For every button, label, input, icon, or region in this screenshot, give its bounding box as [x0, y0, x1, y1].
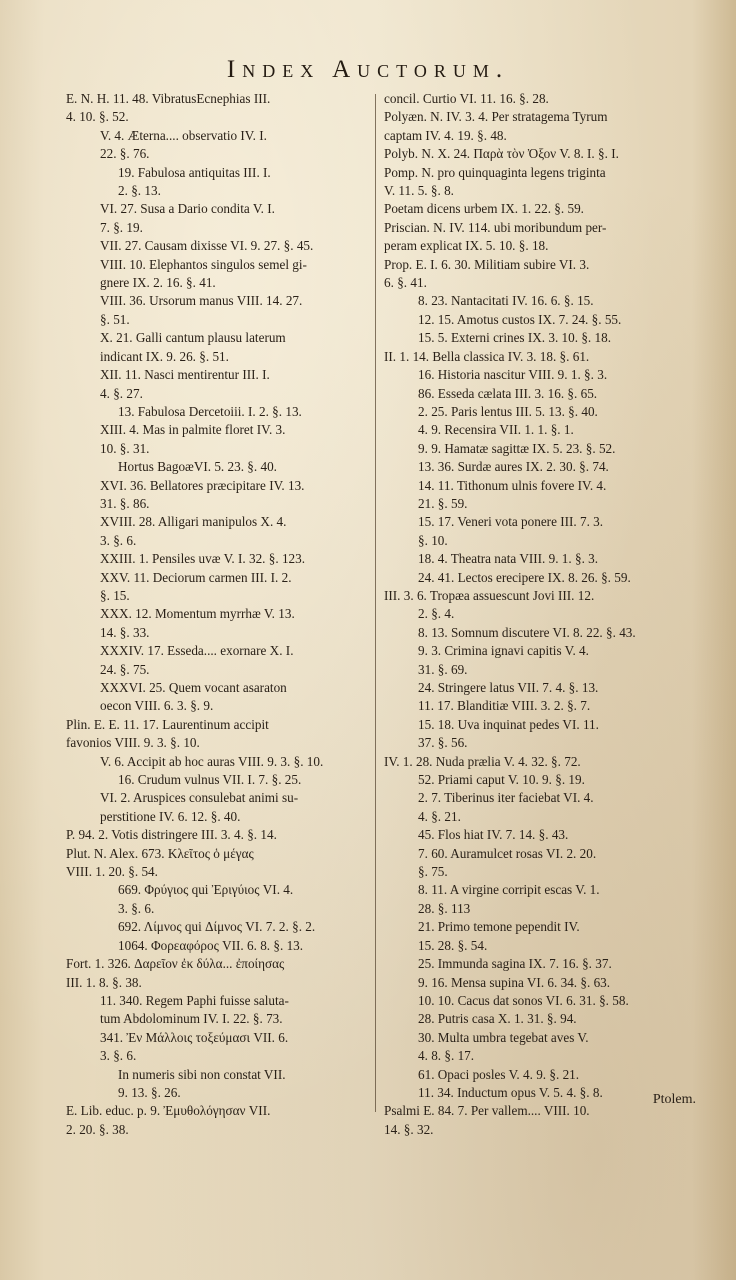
- index-entry: 4. §. 27.: [100, 385, 143, 401]
- index-entry: 2. 25. Paris lentus III. 5. 13. §. 40.: [418, 403, 598, 419]
- index-entry: 12. 15. Amotus custos IX. 7. 24. §. 55.: [418, 311, 622, 327]
- index-entry: 21. Primo temone pependit IV.: [418, 919, 580, 935]
- index-entry: 2. §. 13.: [118, 183, 161, 199]
- index-entry: 28. §. 113: [418, 900, 471, 916]
- index-entry: 14. §. 33.: [100, 624, 150, 640]
- index-entry: §. 10.: [418, 532, 448, 548]
- index-entry: 25. Immunda sagina IX. 7. 16. §. 37.: [418, 956, 612, 972]
- index-entry: 4. 10. §. 52.: [66, 109, 129, 125]
- index-entry: 19. Fabulosa antiquitas III. I.: [118, 164, 271, 180]
- index-entry: V. 4. Æterna.... observatio IV. I.: [100, 127, 267, 143]
- index-entry: Fort. 1. 326. Δαρεῖον ἐκ δύλα... ἐποίησας: [66, 956, 285, 972]
- index-entry: 13. Fabulosa Dercetoiii. I. 2. §. 13.: [118, 403, 302, 419]
- index-entry: V. 11. 5. §. 8.: [384, 183, 454, 199]
- index-entry: perstitione IV. 6. 12. §. 40.: [100, 808, 241, 824]
- column-divider: [375, 94, 376, 1112]
- index-entry: Polyæn. N. IV. 3. 4. Per stratagema Tyrum: [384, 109, 608, 125]
- index-entry: 1064. Φορεαφόρος VII. 6. 8. §. 13.: [118, 937, 304, 953]
- index-entry: oecon VIII. 6. 3. §. 9.: [100, 698, 214, 714]
- index-entry: 31. §. 86.: [100, 495, 150, 511]
- index-entry: 4. 8. §. 17.: [418, 1048, 475, 1064]
- left-column: [66, 90, 372, 1139]
- index-entry: Priscian. N. IV. 114. ubi moribundum per-: [384, 219, 607, 235]
- index-entry: 13. 36. Surdæ aures IX. 2. 30. §. 74.: [418, 459, 609, 475]
- index-entry: II. 1. 14. Bella classica IV. 3. 18. §. 61.: [384, 348, 590, 364]
- index-entry: 15. 17. Veneri vota ponere III. 7. 3.: [418, 514, 604, 530]
- index-entry: 15. 28. §. 54.: [418, 937, 488, 953]
- index-entry: X. 21. Galli cantum plausu laterum: [100, 330, 286, 346]
- index-entry: XVIII. 28. Alligari manipulos X. 4.: [100, 514, 287, 530]
- index-entry: tum Abdolominum IV. I. 22. §. 73.: [100, 1011, 283, 1027]
- index-entry: 3. §. 6.: [100, 532, 137, 548]
- index-entry: 2. 7. Tiberinus iter faciebat VI. 4.: [418, 790, 594, 806]
- index-entry: 15. 5. Externi crines IX. 3. 10. §. 18.: [418, 330, 612, 346]
- index-entry: XIII. 4. Mas in palmite floret IV. 3.: [100, 422, 286, 438]
- index-entry: 11. 34. Inductum opus V. 5. 4. §. 8.: [418, 1084, 603, 1100]
- index-entry: 31. §. 69.: [418, 661, 468, 677]
- index-entry: 28. Putris casa X. 1. 31. §. 94.: [418, 1011, 577, 1027]
- index-entry: 10. §. 31.: [100, 440, 150, 456]
- index-entry: 30. Multa umbra tegebat aves V.: [418, 1029, 589, 1045]
- index-entry: 10. 10. Cacus dat sonos VI. 6. 31. §. 58.: [418, 992, 629, 1008]
- index-entry: 341. Ἐν Μάλλοις τοξεύμασι VII. 6.: [100, 1029, 289, 1045]
- index-entry: XII. 11. Nasci mentirentur III. I.: [100, 367, 270, 383]
- index-entry: concil. Curtio VI. 11. 16. §. 28.: [384, 91, 549, 106]
- index-entry: 24. Stringere latus VII. 7. 4. §. 13.: [418, 680, 599, 695]
- index-entry: 45. Flos hiat IV. 7. 14. §. 43.: [418, 827, 569, 843]
- index-entry: 22. §. 76.: [100, 146, 150, 162]
- index-entry: 9. 16. Mensa supina VI. 6. 34. §. 63.: [418, 974, 611, 990]
- index-entry: III. 3. 6. Tropæa assuescunt Jovi III. 12.: [384, 587, 595, 603]
- index-entry: 9. 3. Crimina ignavi capitis V. 4.: [418, 643, 589, 659]
- index-entry: 692. Λίμνος qui Δίμνος VI. 7. 2. §. 2.: [118, 919, 316, 935]
- index-entry: 15. 18. Uva inquinat pedes VI. 11.: [418, 716, 599, 732]
- index-entry: 2. §. 4.: [418, 606, 455, 622]
- index-entry: E. N. H. 11. 48. VibratusEcnephias III.: [66, 91, 271, 106]
- index-entry: IV. 1. 28. Nuda prælia V. 4. 32. §. 72.: [384, 753, 581, 769]
- index-entry: XVI. 36. Bellatores præcipitare IV. 13.: [100, 477, 305, 493]
- catchword: Ptolem.: [652, 1092, 696, 1107]
- index-entry: 8. 23. Nantacitati IV. 16. 6. §. 15.: [418, 293, 594, 309]
- index-entry: 37. §. 56.: [418, 735, 468, 751]
- index-entry: §. 51.: [100, 311, 130, 327]
- index-entry: Pomp. N. pro quinquaginta legens triginta: [384, 164, 606, 180]
- index-entry: XXV. 11. Deciorum carmen III. I. 2.: [100, 569, 292, 585]
- index-entry: 4. 9. Recensira VII. 1. 1. §. 1.: [418, 422, 574, 438]
- index-entry: 16. Historia nascitur VIII. 9. 1. §. 3.: [418, 367, 608, 383]
- index-entry: XXX. 12. Momentum myrrhæ V. 13.: [100, 606, 295, 622]
- right-column: [384, 90, 702, 1139]
- index-entry: Plin. E. E. 11. 17. Laurentinum accipit: [66, 716, 269, 732]
- index-entry: VIII. 10. Elephantos singulos semel gi-: [100, 256, 307, 272]
- index-entry: favonios VIII. 9. 3. §. 10.: [66, 735, 200, 751]
- index-entry: 86. Esseda cælata III. 3. 16. §. 65.: [418, 385, 598, 401]
- index-entry: XXIII. 1. Pensiles uvæ V. I. 32. §. 123.: [100, 551, 306, 567]
- page-title: Index Auctorum.: [226, 56, 510, 83]
- index-entry: 9. 9. Hamatæ sagittæ IX. 5. 23. §. 52.: [418, 440, 616, 456]
- index-entry: 16. Crudum vulnus VII. I. 7. §. 25.: [118, 772, 302, 788]
- index-entry: E. Lib. educ. p. 9. Ἐμυθολόγησαν VII.: [66, 1103, 271, 1119]
- index-entry: Hortus BagoæVI. 5. 23. §. 40.: [118, 459, 277, 475]
- index-entry: Polyb. N. X. 24. Παρὰ τὸν Ὀξον V. 8. I. §. I.: [384, 146, 619, 162]
- index-entry: Plut. N. Alex. 673. Κλεῖτος ὁ μέγας: [66, 845, 254, 861]
- index-entry: VIII. 1. 20. §. 54.: [66, 864, 158, 880]
- index-entry: §. 15.: [100, 587, 130, 603]
- index-entry: 7. §. 19.: [100, 219, 143, 235]
- index-entry: 7. 60. Auramulcet rosas VI. 2. 20.: [418, 845, 597, 861]
- index-entry: indicant IX. 9. 26. §. 51.: [100, 348, 229, 364]
- index-entry: VI. 27. Susa a Dario condita V. I.: [100, 201, 275, 217]
- index-entry: gnere IX. 2. 16. §. 41.: [100, 275, 216, 291]
- index-entry: VI. 2. Aruspices consulebat animi su-: [100, 790, 299, 806]
- index-entry: §. 75.: [418, 864, 448, 880]
- index-entry: 61. Opaci posles V. 4. 9. §. 21.: [418, 1066, 580, 1082]
- index-entry: 52. Priami caput V. 10. 9. §. 19.: [418, 772, 585, 788]
- index-entry: 21. §. 59.: [418, 495, 468, 511]
- index-entry: captam IV. 4. 19. §. 48.: [384, 127, 507, 143]
- index-entry: 6. §. 41.: [384, 275, 427, 291]
- index-entry: 3. §. 6.: [100, 1048, 137, 1064]
- index-entry: 8. 13. Somnum discutere VI. 8. 22. §. 43.: [418, 624, 636, 640]
- index-entry: In numeris sibi non constat VII.: [118, 1066, 286, 1082]
- index-entry: Prop. E. I. 6. 30. Militiam subire VI. 3.: [384, 256, 590, 272]
- index-entry: VII. 27. Causam dixisse VI. 9. 27. §. 45.: [100, 238, 314, 254]
- index-entry: 11. 340. Regem Paphi fuisse saluta-: [100, 992, 289, 1008]
- index-entry: 669. Φρύγιος qui Ἐριγύιος VI. 4.: [118, 882, 294, 898]
- index-entry: 3. §. 6.: [118, 900, 155, 916]
- index-entry: 14. 11. Tithonum ulnis fovere IV. 4.: [418, 477, 607, 493]
- index-entry: P. 94. 2. Votis distringere III. 3. 4. §. 14.: [66, 827, 277, 843]
- index-entry: peram explicat IX. 5. 10. §. 18.: [384, 238, 549, 254]
- index-entry: 24. 41. Lectos erecipere IX. 8. 26. §. 59.: [418, 569, 631, 585]
- index-entry: V. 6. Accipit ab hoc auras VIII. 9. 3. §. 10.: [100, 753, 324, 769]
- index-entry: 18. 4. Theatra nata VIII. 9. 1. §. 3.: [418, 551, 599, 567]
- index-entry: III. 1. 8. §. 38.: [66, 974, 142, 990]
- index-entry: 14. §. 32.: [384, 1121, 434, 1137]
- index-entry: XXXVI. 25. Quem vocant asaraton: [100, 680, 287, 695]
- index-entry: 9. 13. §. 26.: [118, 1084, 181, 1100]
- index-entry: 24. §. 75.: [100, 661, 150, 677]
- index-entry: Poetam dicens urbem IX. 1. 22. §. 59.: [384, 201, 584, 217]
- index-entry: 8. 11. A virgine corripit escas V. 1.: [418, 882, 600, 898]
- index-entry: VIII. 36. Ursorum manus VIII. 14. 27.: [100, 293, 303, 309]
- index-entry: XXXIV. 17. Esseda.... exornare X. I.: [100, 643, 294, 659]
- index-entry: Psalmi E. 84. 7. Per vallem.... VIII. 10.: [384, 1103, 590, 1119]
- index-entry: 4. §. 21.: [418, 808, 461, 824]
- index-entry: 11. 17. Blanditiæ VIII. 3. 2. §. 7.: [418, 698, 591, 714]
- index-entry: 2. 20. §. 38.: [66, 1121, 129, 1137]
